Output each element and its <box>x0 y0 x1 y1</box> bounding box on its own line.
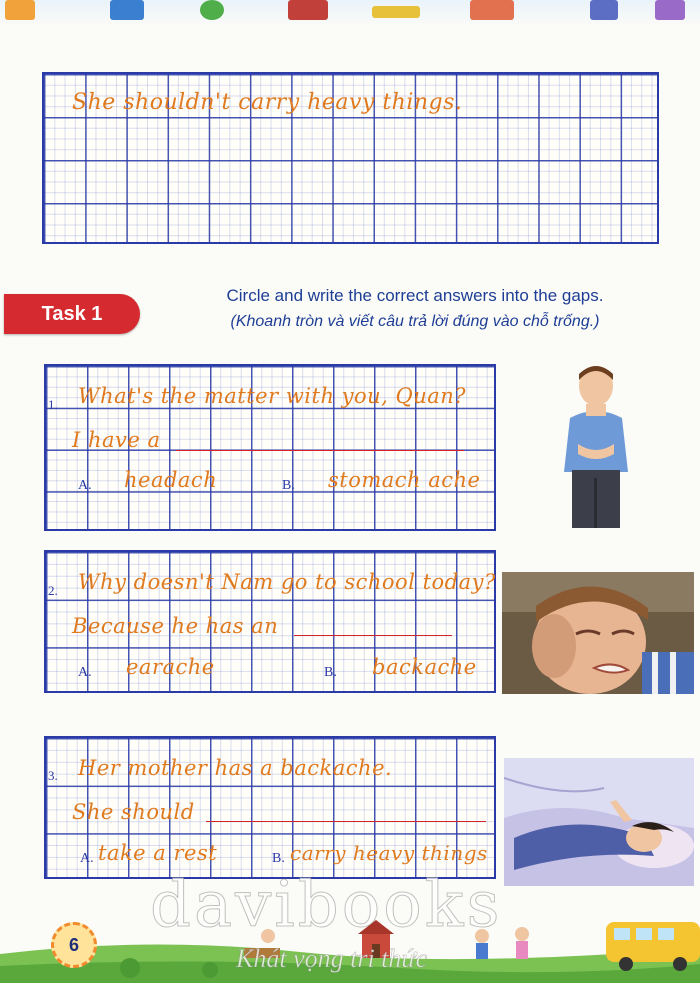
question-2-prompt: Because he has an <box>72 614 279 638</box>
question-2-option-b[interactable]: backache <box>372 655 477 679</box>
question-1-option-b-letter[interactable]: B. <box>282 478 295 493</box>
brand-watermark: davibooks <box>150 868 503 942</box>
bag-decoration-icon <box>590 0 618 20</box>
question-2-text: Why doesn't Nam go to school today? <box>78 570 496 594</box>
question-2-number: 2. <box>48 583 58 598</box>
question-3-text: Her mother has a backache. <box>78 756 393 780</box>
paintbrush-decoration-icon <box>5 0 35 20</box>
books-decoration-icon <box>288 0 328 20</box>
question-2-option-a[interactable]: earache <box>126 655 215 679</box>
question-2-option-a-letter[interactable]: A. <box>78 665 92 680</box>
top-decorative-border <box>0 0 700 26</box>
scissors-decoration-icon <box>655 0 685 20</box>
question-1-prompt: I have a <box>72 428 161 452</box>
question-2-answer-gap[interactable] <box>294 635 452 636</box>
pencil-decoration-icon <box>372 6 420 18</box>
question-3-option-a-letter[interactable]: A. <box>80 851 94 866</box>
question-1-text: What's the matter with you, Quan? <box>78 384 467 408</box>
question-3-answer-gap[interactable] <box>206 821 486 822</box>
question-1-answer-gap[interactable] <box>176 450 464 451</box>
question-1-option-b[interactable]: stomach ache <box>328 468 481 492</box>
ruler-decoration-icon <box>470 0 514 20</box>
book-decoration-icon <box>110 0 144 20</box>
question-3-number: 3. <box>48 768 58 783</box>
question-3-option-b-letter[interactable]: B. <box>272 851 285 866</box>
tagline-watermark: Khát vọng tri thức <box>236 944 428 973</box>
woman-resting-photo <box>504 758 694 886</box>
instruction-vietnamese: (Khoanh tròn và viết câu trả lời đúng vào chỗ trống.) <box>230 313 600 330</box>
boy-stomach-ache-photo <box>556 360 636 530</box>
task-badge: Task 1 <box>4 294 140 334</box>
page-number: 6 <box>51 922 97 968</box>
question-3-option-b[interactable]: carry heavy things <box>290 841 488 865</box>
instruction-english: Circle and write the correct answers into the gaps. <box>226 286 604 305</box>
question-2-option-b-letter[interactable]: B. <box>324 665 337 680</box>
boy-earache-photo <box>502 572 694 694</box>
question-3-prompt: She should <box>72 800 195 824</box>
question-1-option-a[interactable]: headach <box>124 468 218 492</box>
question-1-number: 1. <box>48 397 58 412</box>
top-handwriting-line: She shouldn't carry heavy things. <box>72 90 463 115</box>
question-3-option-a[interactable]: take a rest <box>98 841 218 865</box>
question-1-option-a-letter[interactable]: A. <box>78 478 92 493</box>
globe-decoration-icon <box>200 0 224 20</box>
